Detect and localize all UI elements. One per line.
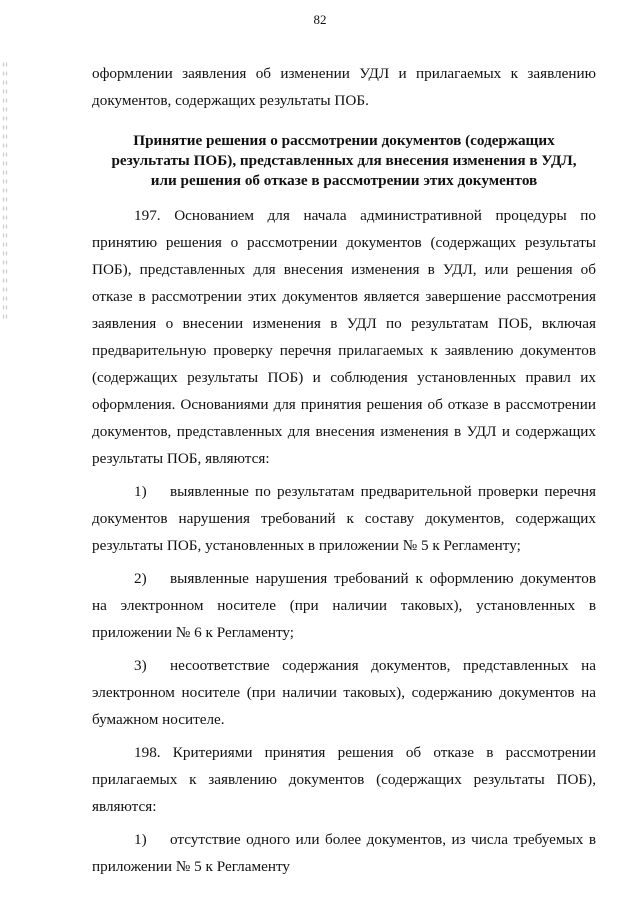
- list-item-number: 1): [134, 831, 147, 848]
- list-item-text: несоответствие содержания документов, представленных на электронном носителе (при наличии таковых), содержанию документов на бумажном носителе.: [92, 657, 596, 728]
- list-item-number: 3): [134, 657, 147, 674]
- list-item-number: 2): [134, 570, 147, 587]
- page-number: 82: [313, 12, 327, 27]
- list-item-197-1: [92, 478, 596, 559]
- list-item-197-3: [92, 652, 596, 733]
- paragraph-197: 197. Основанием для начала административной процедуры по принятию решения о рассмотрении документов (содержащих результаты ПОБ), представленных для внесения изменения в УДЛ, или решения об отказе в рассмотрении этих документов является завершение рассмотрения заявления о внесении изменения в УДЛ по результатам ПОБ, включая предварительную проверку перечня прилагаемых к заявлению документов (содержащих результаты ПОБ) и соблюдения установленных правил их оформления. Основаниями для принятия решения об отказе в рассмотрении документов, представленных для внесения изменения в УДЛ и содержащих результаты ПОБ, являются:: [92, 207, 596, 467]
- paragraph-198: 198. Критериями принятия решения об отказе в рассмотрении прилагаемых к заявлению документов (содержащих результаты ПОБ), являются:: [92, 744, 596, 815]
- list-item-198-1: [92, 826, 596, 880]
- list-item-text: отсутствие одного или более документов, из числа требуемых в приложении № 5 к Регламенту: [92, 831, 596, 875]
- document-body: [92, 60, 596, 880]
- list-item-text: выявленные по результатам предварительной проверки перечня документов нарушения требований к составу документов, содержащих результаты ПОБ, установленных в приложении № 5 к Регламенту;: [92, 483, 596, 554]
- intro-paragraph: оформлении заявления об изменении УДЛ и прилагаемых к заявлению документов, содержащих результаты ПОБ.: [92, 65, 596, 109]
- list-item-text: выявленные нарушения требований к оформлению документов на электронном носителе (при наличии таковых), установленных в приложении № 6 к Регламенту;: [92, 570, 596, 641]
- section-heading: Принятие решения о рассмотрении документов (содержащих результаты ПОБ), представленных для внесения изменения в УДЛ, или решения об отказе в рассмотрении этих документов: [111, 132, 577, 189]
- scan-edge-artifact: [2, 60, 8, 320]
- list-item-number: 1): [134, 483, 147, 500]
- list-item-197-2: [92, 565, 596, 646]
